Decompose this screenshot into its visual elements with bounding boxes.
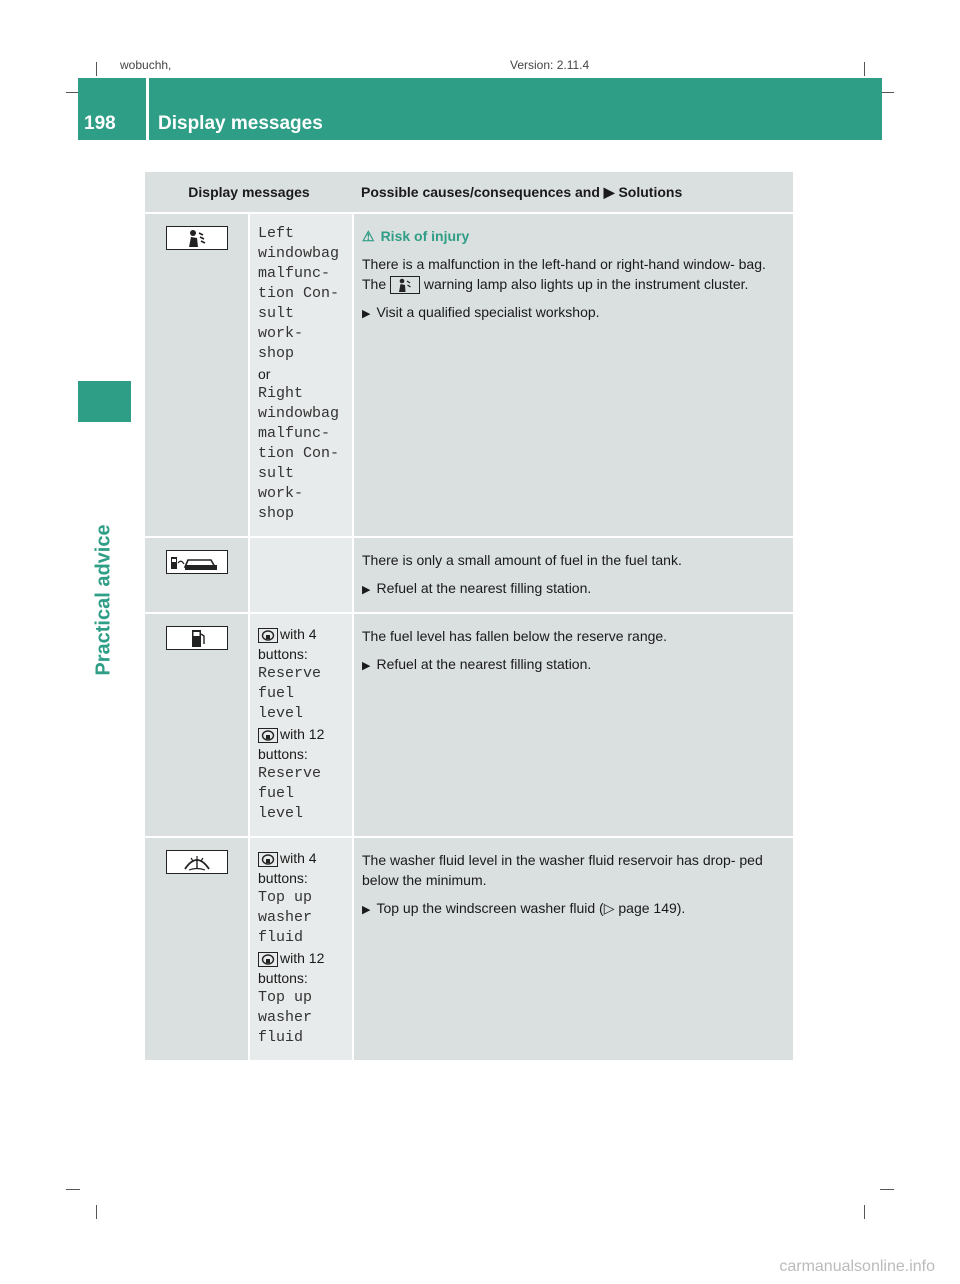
steering-wheel-buttons-icon <box>258 728 278 743</box>
step-arrow-icon: ▶ <box>362 660 371 672</box>
step-arrow-icon: ▶ <box>362 584 371 596</box>
page-title: Display messages <box>158 113 323 134</box>
solution-step <box>362 578 785 600</box>
table-row <box>145 213 793 537</box>
col-header-causes <box>353 172 793 213</box>
table-header-row <box>145 172 793 213</box>
causes-cell <box>353 537 793 613</box>
warning-title: Risk of injury <box>380 228 470 244</box>
display-text-cell <box>249 837 353 1060</box>
causes-cell <box>353 837 793 1060</box>
button-variant-12 <box>258 724 344 764</box>
section-tab <box>78 381 131 422</box>
crop-mark <box>96 1205 97 1219</box>
message-reserve-fuel: Reserve fuel level <box>258 765 322 822</box>
message-washer-fluid: Top up washer fluid <box>258 889 313 946</box>
cause-description: The fuel level has fallen below the reserve range. <box>362 628 668 644</box>
col-header-solutions-text: Solutions <box>618 183 683 200</box>
message-right-windowbag: Right windowbag malfunc- tion Con- sult work- shop <box>258 385 340 522</box>
cause-description <box>362 254 785 294</box>
solution-step <box>362 302 785 324</box>
steering-wheel-buttons-icon <box>258 628 278 643</box>
step-text: Refuel at the nearest filling station. <box>376 656 592 672</box>
desc-part1: There is a malfunction in the left-hand or right-hand window- bag. The <box>362 256 766 292</box>
or-label: or <box>258 366 271 382</box>
crop-mark <box>66 1189 80 1190</box>
step-text: Top up the windscreen washer fluid ( <box>376 900 604 916</box>
page-reference-link[interactable]: page 149). <box>618 900 686 916</box>
page-number: 198 <box>84 113 116 134</box>
crop-mark <box>96 62 97 76</box>
steering-wheel-buttons-icon <box>258 852 278 867</box>
display-icon-cell <box>145 537 249 613</box>
table-row <box>145 613 793 837</box>
button-variant-12 <box>258 948 344 988</box>
warning-heading <box>362 226 785 246</box>
step-text: Refuel at the nearest filling station. <box>376 580 592 596</box>
crop-mark <box>864 62 865 76</box>
button-variant-text: with 12 buttons: <box>258 950 325 986</box>
top-meta-right: Version: 2.11.4 <box>510 58 590 72</box>
display-text-cell <box>249 213 353 537</box>
solution-arrow-icon: ▶ <box>603 183 615 200</box>
button-variant-text: with 4 buttons: <box>258 626 317 662</box>
step-text: Visit a qualified specialist workshop. <box>376 304 600 321</box>
step-arrow-icon: ▶ <box>362 904 371 916</box>
watermark: carmanualsonline.info <box>779 1258 935 1275</box>
step-arrow-icon: ▶ <box>362 308 371 321</box>
col-header-causes-text: Possible causes/consequences and <box>361 183 600 200</box>
table-row <box>145 537 793 613</box>
message-reserve-fuel: Reserve fuel level <box>258 665 322 722</box>
cause-description: There is only a small amount of fuel in the fuel tank. <box>362 552 682 568</box>
cause-description: The washer fluid level in the washer fluid reservoir has drop- ped below the minimum. <box>362 852 763 888</box>
windowbag-warning-icon <box>166 226 228 250</box>
steering-wheel-buttons-icon <box>258 952 278 967</box>
button-variant-text: with 12 buttons: <box>258 726 325 762</box>
top-meta-left: wobuchh, <box>120 58 172 72</box>
table-row <box>145 837 793 1060</box>
desc-part2: warning lamp also lights up in the instrument cluster. <box>423 276 749 292</box>
col-header-display: Display messages <box>145 172 353 213</box>
display-icon-cell <box>145 837 249 1060</box>
fuel-pump-icon <box>166 626 228 650</box>
section-label: Practical advice <box>92 524 115 676</box>
display-messages-table <box>145 172 793 1060</box>
display-icon-cell <box>145 213 249 537</box>
crop-mark <box>880 92 894 93</box>
button-variant-4 <box>258 624 344 664</box>
warning-triangle-icon: ⚠ <box>362 228 375 244</box>
display-text-cell <box>249 613 353 837</box>
solution-step <box>362 654 785 676</box>
washer-fluid-icon <box>166 850 228 874</box>
display-text-cell <box>249 537 353 613</box>
causes-cell <box>353 213 793 537</box>
causes-cell <box>353 613 793 837</box>
message-washer-fluid: Top up washer fluid <box>258 989 313 1046</box>
solution-step <box>362 898 785 920</box>
page-ref-arrow-icon: ▷ <box>603 900 615 916</box>
button-variant-4 <box>258 848 344 888</box>
message-left-windowbag: Left windowbag malfunc- tion Con- sult work- shop <box>258 225 340 362</box>
button-variant-text: with 4 buttons: <box>258 850 317 886</box>
windowbag-lamp-icon <box>390 276 420 294</box>
crop-mark <box>864 1205 865 1219</box>
header-divider <box>146 78 149 140</box>
crop-mark <box>880 1189 894 1190</box>
fuel-car-icon <box>166 550 228 574</box>
display-icon-cell <box>145 613 249 837</box>
